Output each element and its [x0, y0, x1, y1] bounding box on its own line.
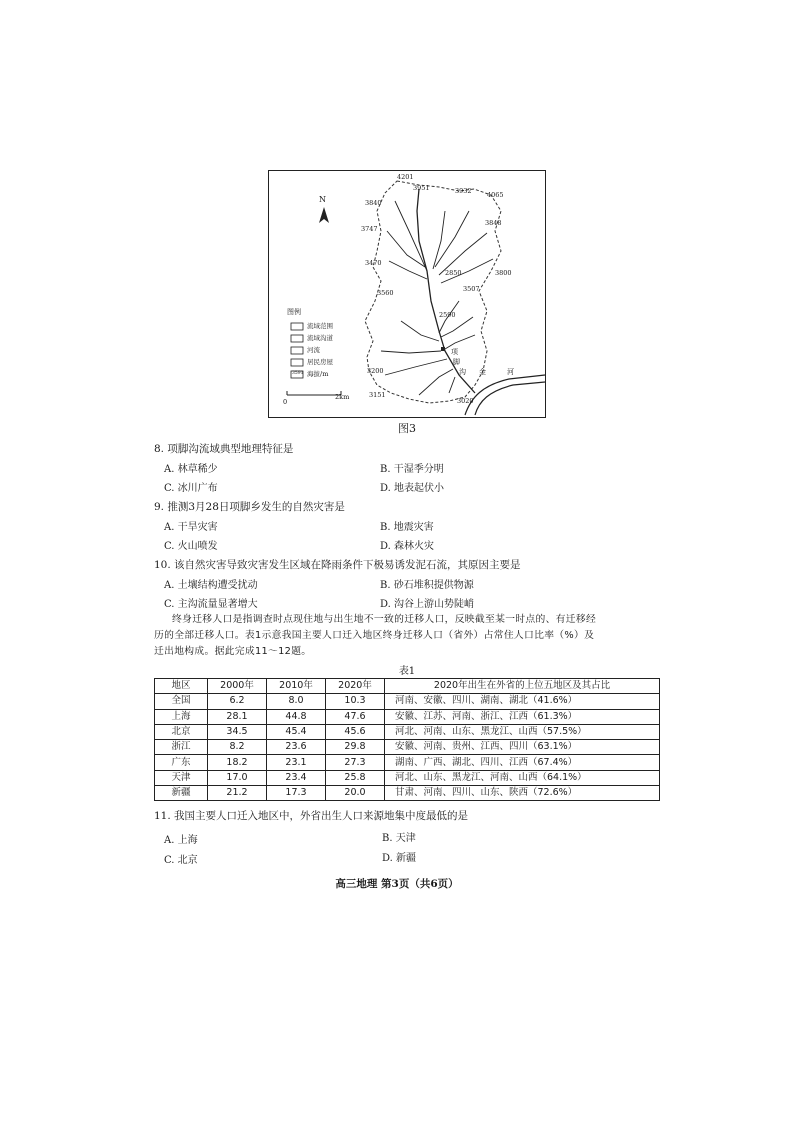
- cell-2010: 44.8: [267, 709, 326, 724]
- tributaries: [381, 201, 493, 395]
- passage-line-2: 历的全部迁移人口。表1示意我国主要人口迁入地区终身迁移人口（省外）占常住人口比率（%）及: [154, 630, 595, 641]
- elevation-label: 3020: [457, 397, 474, 405]
- cell-sources: 安徽、江苏、河南、浙江、江西（61.3%）: [385, 709, 660, 724]
- q10-option-d[interactable]: D. 沟谷上游山势陡峭: [380, 599, 475, 610]
- question-8-stem: 8. 项脚沟流域典型地理特征是: [154, 443, 294, 455]
- table-header-row: [155, 679, 660, 694]
- elevation-label: 4065: [487, 191, 504, 199]
- cell-2020: 47.6: [326, 709, 385, 724]
- elevation-label: 3470: [365, 259, 382, 267]
- table-caption: 表1: [398, 666, 416, 677]
- header-sources: 2020年出生在外省的上位五地区及其占比: [385, 679, 660, 694]
- place-label: 沟: [459, 368, 466, 376]
- cell-2000: 17.0: [208, 770, 267, 785]
- q11-option-a[interactable]: A. 上海: [164, 835, 198, 846]
- cell-2020: 20.0: [326, 786, 385, 801]
- cell-2010: 23.1: [267, 755, 326, 770]
- figure-caption: 图3: [398, 422, 416, 435]
- header-2010: 2010年: [267, 679, 326, 694]
- cell-region: 新疆: [155, 786, 208, 801]
- table-row: [155, 724, 660, 739]
- cell-2020: 27.3: [326, 755, 385, 770]
- place-label: 金: [479, 368, 486, 376]
- q10-option-c[interactable]: C. 主沟流量显著增大: [164, 599, 258, 610]
- legend-item: 河流: [307, 346, 320, 354]
- cell-2000: 18.2: [208, 755, 267, 770]
- header-2020: 2020年: [326, 679, 385, 694]
- elevation-label: 4201: [397, 173, 414, 181]
- q9-option-b[interactable]: B. 地震灾害: [380, 522, 434, 533]
- legend-item: 流域沟道: [307, 334, 333, 342]
- passage-line-3: 迁出地构成。据此完成11～12题。: [154, 646, 312, 657]
- cell-2000: 28.1: [208, 709, 267, 724]
- legend-item: 流域范围: [307, 322, 333, 330]
- north-label: N: [319, 195, 326, 204]
- settlement-mark: [441, 347, 445, 351]
- legend-item: 海拔/m: [307, 370, 329, 378]
- cell-region: 上海: [155, 709, 208, 724]
- cell-sources: 甘肃、河南、四川、山东、陕西（72.6%）: [385, 786, 660, 801]
- table-row: [155, 709, 660, 724]
- cell-2020: 25.8: [326, 770, 385, 785]
- elevation-label: 3560: [377, 289, 394, 297]
- table-row: [155, 694, 660, 709]
- cell-2000: 6.2: [208, 694, 267, 709]
- place-label: 项: [451, 348, 458, 356]
- question-9-stem: 9. 推测3月28日项脚乡发生的自然灾害是: [154, 501, 345, 513]
- cell-2010: 23.6: [267, 740, 326, 755]
- q11-option-b[interactable]: B. 天津: [382, 833, 416, 844]
- cell-2000: 21.2: [208, 786, 267, 801]
- cell-2010: 45.4: [267, 724, 326, 739]
- cell-region: 浙江: [155, 740, 208, 755]
- table-row: [155, 786, 660, 801]
- cell-2000: 8.2: [208, 740, 267, 755]
- header-region: 地区: [155, 679, 208, 694]
- scale-end: 2km: [335, 393, 350, 401]
- table-row: [155, 740, 660, 755]
- q9-option-a[interactable]: A. 干旱灾害: [164, 522, 218, 533]
- cell-2010: 8.0: [267, 694, 326, 709]
- elevation-label: 3151: [369, 391, 386, 399]
- cell-2000: 34.5: [208, 724, 267, 739]
- cell-2020: 29.8: [326, 740, 385, 755]
- cell-region: 北京: [155, 724, 208, 739]
- map-drawing: [269, 171, 545, 417]
- q9-option-c[interactable]: C. 火山喷发: [164, 541, 218, 552]
- q10-option-b[interactable]: B. 砂石堆积提供物源: [380, 580, 474, 591]
- elevation-label: 3848: [485, 219, 502, 227]
- q8-option-b[interactable]: B. 干湿季分明: [380, 464, 444, 475]
- q8-option-d[interactable]: D. 地表起伏小: [380, 483, 445, 494]
- cell-sources: 湖南、广西、湖北、四川、江西（67.4%）: [385, 755, 660, 770]
- question-10-stem: 10. 该自然灾害导致灾害发生区域在降雨条件下极易诱发泥石流，其原因主要是: [154, 559, 521, 571]
- elevation-label: 2590: [439, 311, 456, 319]
- cell-sources: 河北、河南、山东、黑龙江、山西（57.5%）: [385, 724, 660, 739]
- watershed-map: [268, 170, 546, 418]
- q10-option-a[interactable]: A. 土壤结构遭受扰动: [164, 580, 258, 591]
- cell-region: 广东: [155, 755, 208, 770]
- q8-option-a[interactable]: A. 林草稀少: [164, 464, 218, 475]
- elevation-label: 3507: [463, 285, 480, 293]
- elevation-label: 2850: [445, 269, 462, 277]
- q11-option-d[interactable]: D. 新疆: [382, 853, 417, 864]
- elevation-label: 3932: [455, 187, 472, 195]
- cell-sources: 河北、山东、黑龙江、河南、山西（64.1%）: [385, 770, 660, 785]
- table-row: [155, 770, 660, 785]
- north-arrow-icon: [319, 207, 329, 223]
- passage-line-1: 终身迁移人口是指调查时点现住地与出生地不一致的迁移人口，反映截至某一时点的、有迁移经: [172, 614, 597, 625]
- cell-2010: 17.3: [267, 786, 326, 801]
- legend-symbols: [291, 323, 303, 378]
- cell-sources: 安徽、河南、贵州、江西、四川（63.1%）: [385, 740, 660, 755]
- elevation-label: 3951: [413, 184, 430, 192]
- legend-item: 居民房屋: [307, 358, 333, 366]
- legend-elev-sample: 3591: [292, 371, 304, 376]
- question-11-stem: 11. 我国主要人口迁入地区中，外省出生人口来源地集中度最低的是: [154, 810, 469, 822]
- migration-table: [154, 678, 660, 801]
- scale-start: 0: [283, 398, 288, 406]
- cell-sources: 河南、安徽、四川、湖南、湖北（41.6%）: [385, 694, 660, 709]
- place-label: 脚: [453, 358, 460, 366]
- cell-region: 天津: [155, 770, 208, 785]
- elevation-label: 3747: [361, 225, 378, 233]
- elevation-label: 3200: [367, 367, 384, 375]
- header-2000: 2000年: [208, 679, 267, 694]
- q11-option-c[interactable]: C. 北京: [164, 855, 198, 866]
- cell-2010: 23.4: [267, 770, 326, 785]
- q8-option-c[interactable]: C. 冰川广布: [164, 483, 218, 494]
- elevation-label: 3800: [495, 269, 512, 277]
- elevation-label: 3840: [365, 199, 382, 207]
- cell-2020: 45.6: [326, 724, 385, 739]
- cell-region: 全国: [155, 694, 208, 709]
- table-row: [155, 755, 660, 770]
- legend-title: 图例: [287, 308, 301, 316]
- place-label: 河: [507, 368, 514, 376]
- q9-option-d[interactable]: D. 森林火灾: [380, 541, 435, 552]
- page-footer: 高三地理 第3页（共6页）: [335, 878, 459, 890]
- cell-2020: 10.3: [326, 694, 385, 709]
